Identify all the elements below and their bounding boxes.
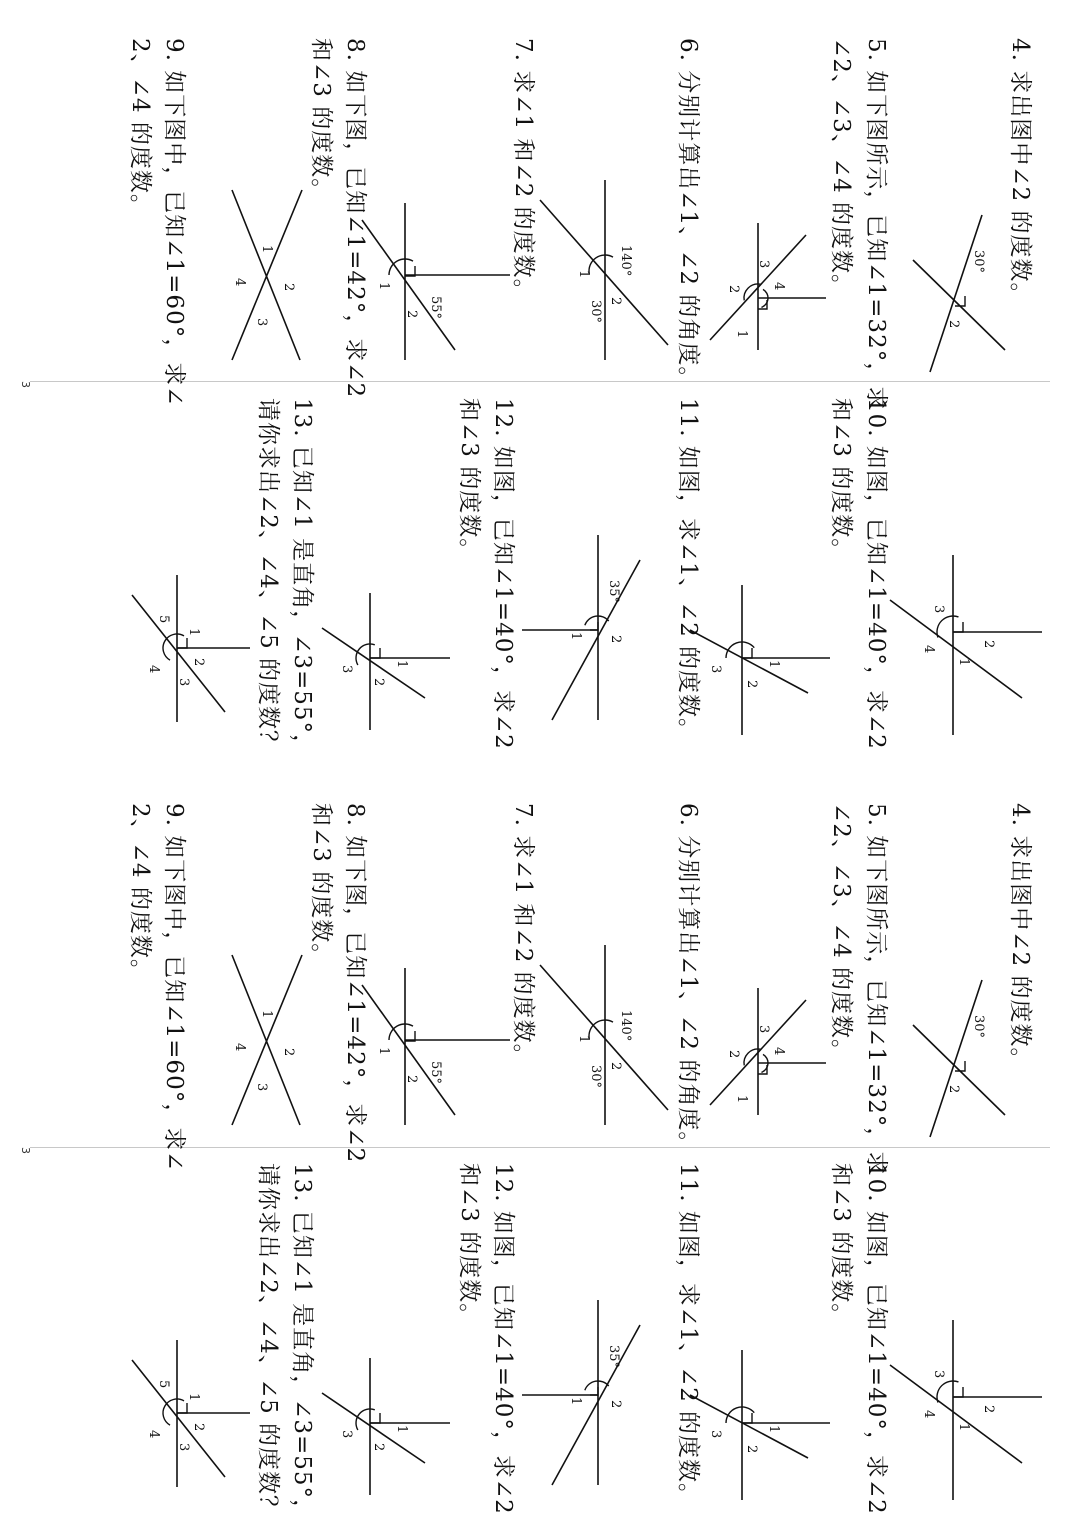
q6-label-1: 1 xyxy=(576,270,591,279)
q7-label-1: 1 xyxy=(376,282,391,291)
question-13-text: 请你求出∠2、∠4、∠5 的度数？ xyxy=(255,398,281,755)
question-5-text: 5. 如下图所示，已知∠1=32°，求 xyxy=(863,803,889,1176)
angle-arc xyxy=(937,1381,958,1402)
q5-label-2: 2 xyxy=(726,1050,741,1059)
q13-label-3: 3 xyxy=(339,1430,354,1439)
q11-label-3: 3 xyxy=(708,1430,723,1439)
q8-label-4: 4 xyxy=(232,278,247,287)
q4-line xyxy=(913,260,1005,350)
q8-label-3: 3 xyxy=(254,1083,269,1092)
q5-label-1: 1 xyxy=(734,330,749,339)
q6-label-140: 140° xyxy=(618,1010,633,1042)
question-10-text: 10. 如图，已知∠1=40°，求∠2 xyxy=(863,398,889,750)
question-9-text: 2、∠4 的度数。 xyxy=(127,803,153,983)
q5-label-1: 1 xyxy=(734,1095,749,1104)
q8-label-2: 2 xyxy=(281,1048,296,1057)
q12-label-1: 1 xyxy=(568,1397,583,1406)
q10-line xyxy=(890,1365,1022,1463)
page-number: 3 xyxy=(19,1147,32,1154)
q13-label-2: 2 xyxy=(371,678,386,687)
q5-label-3: 3 xyxy=(756,1025,771,1034)
q4-label-2: 2 xyxy=(946,320,961,329)
q10-label-3: 3 xyxy=(931,605,946,614)
angle-arc xyxy=(726,642,754,658)
q12-label-2: 2 xyxy=(608,1400,623,1409)
q6-label-2: 2 xyxy=(608,297,623,306)
q8-label-1: 1 xyxy=(259,245,274,254)
right-angle-mark xyxy=(370,648,380,658)
q6-label-1: 1 xyxy=(576,1035,591,1044)
question-10-text: 10. 如图，已知∠1=40°，求∠2 xyxy=(863,1163,889,1515)
q6-label-140: 140° xyxy=(618,245,633,277)
q8-label-1: 1 xyxy=(259,1010,274,1019)
right-angle-mark xyxy=(953,622,963,632)
q11-label-1: 1 xyxy=(766,660,781,669)
q10-label-3: 3 xyxy=(931,1370,946,1379)
q6-label-2: 2 xyxy=(608,1062,623,1071)
q7-label-55: 55° xyxy=(428,296,443,320)
right-angle-mark xyxy=(590,622,598,630)
question-5-text: ∠2、∠3、∠4 的度数。 xyxy=(828,38,854,299)
page-number: 3 xyxy=(19,381,32,388)
q11-label-2: 2 xyxy=(744,1445,759,1454)
question-13-text: 13. 已知∠1 是直角，∠3=55°， xyxy=(289,1163,315,1524)
q13b-label-1: 1 xyxy=(186,628,201,637)
question-5-text: 5. 如下图所示，已知∠1=32°，求 xyxy=(863,38,889,411)
question-8-text: 8. 如下图，已知∠1=42°，求∠2 xyxy=(342,38,368,399)
q7-label-55: 55° xyxy=(428,1061,443,1085)
q12-label-35: 35° xyxy=(606,1345,621,1369)
q4-label-2: 2 xyxy=(946,1085,961,1094)
right-angle-mark xyxy=(742,1413,752,1423)
question-8-text: 8. 如下图，已知∠1=42°，求∠2 xyxy=(342,803,368,1164)
q8-label-3: 3 xyxy=(254,318,269,327)
q11-label-2: 2 xyxy=(744,680,759,689)
angle-arc xyxy=(937,616,958,637)
q11-label-1: 1 xyxy=(766,1425,781,1434)
q13b-label-2: 2 xyxy=(191,1423,206,1432)
q7-label-2: 2 xyxy=(404,310,419,319)
q12-label-1: 1 xyxy=(568,632,583,641)
q10-label-4: 4 xyxy=(921,1410,936,1419)
q11-label-3: 3 xyxy=(708,665,723,674)
q4-line xyxy=(913,1025,1005,1115)
q10-label-2: 2 xyxy=(981,1405,996,1414)
question-4-text: 4. 求出图中∠2 的度数。 xyxy=(1007,38,1033,307)
q5-label-2: 2 xyxy=(726,285,741,294)
q5-label-4: 4 xyxy=(771,282,786,291)
q12-line xyxy=(552,1325,640,1485)
q13b-label-4: 4 xyxy=(146,665,161,674)
right-angle-mark xyxy=(177,638,187,648)
question-10-text: 和∠3 的度数。 xyxy=(828,398,854,563)
q8-label-4: 4 xyxy=(232,1043,247,1052)
question-11-text: 11. 如图，求∠1、∠2 的度数。 xyxy=(675,398,701,743)
q7-line xyxy=(362,985,455,1115)
question-9-text: 9. 如下图中，已知∠1=60°，求∠ xyxy=(161,803,187,1172)
q13b-label-5: 5 xyxy=(156,615,171,624)
q13b-label-5: 5 xyxy=(156,1380,171,1389)
question-4-text: 4. 求出图中∠2 的度数。 xyxy=(1007,803,1033,1072)
question-8-text: 和∠3 的度数。 xyxy=(308,803,334,968)
question-8-text: 和∠3 的度数。 xyxy=(308,38,334,203)
question-12-text: 和∠3 的度数。 xyxy=(456,1163,482,1328)
question-6-text: 6. 分别计算出∠1、∠2 的角度。 xyxy=(675,803,701,1156)
q10-line xyxy=(890,600,1022,698)
q7-label-1: 1 xyxy=(376,1047,391,1056)
question-13-text: 请你求出∠2、∠4、∠5 的度数？ xyxy=(255,1163,281,1520)
right-angle-mark xyxy=(177,1403,187,1413)
q4-line xyxy=(930,980,982,1137)
q5-label-4: 4 xyxy=(771,1047,786,1056)
right-angle-mark xyxy=(590,1387,598,1395)
right-angle-mark xyxy=(955,296,965,306)
q13-label-1: 1 xyxy=(394,660,409,669)
right-angle-mark xyxy=(953,1387,963,1397)
q13b-label-2: 2 xyxy=(191,658,206,667)
q6-line xyxy=(540,965,668,1110)
question-7-text: 7. 求∠1 和∠2 的度数。 xyxy=(510,803,536,1068)
q13b-label-1: 1 xyxy=(186,1393,201,1402)
question-11-text: 11. 如图，求∠1、∠2 的度数。 xyxy=(675,1163,701,1508)
angle-arc xyxy=(589,255,613,274)
q13b-line xyxy=(132,595,225,712)
q13b-line xyxy=(132,1360,225,1477)
q12-label-35: 35° xyxy=(606,580,621,604)
q10-label-1: 1 xyxy=(956,658,971,667)
right-angle-mark xyxy=(955,1061,965,1071)
q6-line xyxy=(540,200,668,345)
q7-line xyxy=(362,220,455,350)
q12-label-2: 2 xyxy=(608,635,623,644)
q7-label-2: 2 xyxy=(404,1075,419,1084)
q4-label-30: 30° xyxy=(971,1015,986,1039)
question-12-text: 12. 如图，已知∠1=40°，求∠2 xyxy=(490,1163,516,1515)
q13-label-3: 3 xyxy=(339,665,354,674)
question-13-text: 13. 已知∠1 是直角，∠3=55°， xyxy=(289,398,315,759)
q6-label-30: 30° xyxy=(588,300,603,324)
q10-label-4: 4 xyxy=(921,645,936,654)
angle-arc xyxy=(589,1020,613,1039)
q13b-label-3: 3 xyxy=(176,1443,191,1452)
question-9-text: 9. 如下图中，已知∠1=60°，求∠ xyxy=(161,38,187,407)
q13-label-1: 1 xyxy=(394,1425,409,1434)
question-12-text: 12. 如图，已知∠1=40°，求∠2 xyxy=(490,398,516,750)
question-7-text: 7. 求∠1 和∠2 的度数。 xyxy=(510,38,536,303)
question-6-text: 6. 分别计算出∠1、∠2 的角度。 xyxy=(675,38,701,391)
question-9-text: 2、∠4 的度数。 xyxy=(127,38,153,218)
q8-label-2: 2 xyxy=(281,283,296,292)
q13-label-2: 2 xyxy=(371,1443,386,1452)
q10-label-2: 2 xyxy=(981,640,996,649)
q6-label-30: 30° xyxy=(588,1065,603,1089)
q5-label-3: 3 xyxy=(756,260,771,269)
q10-label-1: 1 xyxy=(956,1423,971,1432)
angle-arc xyxy=(726,1407,754,1423)
q13b-label-4: 4 xyxy=(146,1430,161,1439)
question-12-text: 和∠3 的度数。 xyxy=(456,398,482,563)
q4-label-30: 30° xyxy=(971,250,986,274)
question-10-text: 和∠3 的度数。 xyxy=(828,1163,854,1328)
question-5-text: ∠2、∠3、∠4 的度数。 xyxy=(828,803,854,1064)
right-angle-mark xyxy=(370,1413,380,1423)
right-angle-mark xyxy=(742,648,752,658)
q12-line xyxy=(552,560,640,720)
q13b-label-3: 3 xyxy=(176,678,191,687)
q4-line xyxy=(930,215,982,372)
